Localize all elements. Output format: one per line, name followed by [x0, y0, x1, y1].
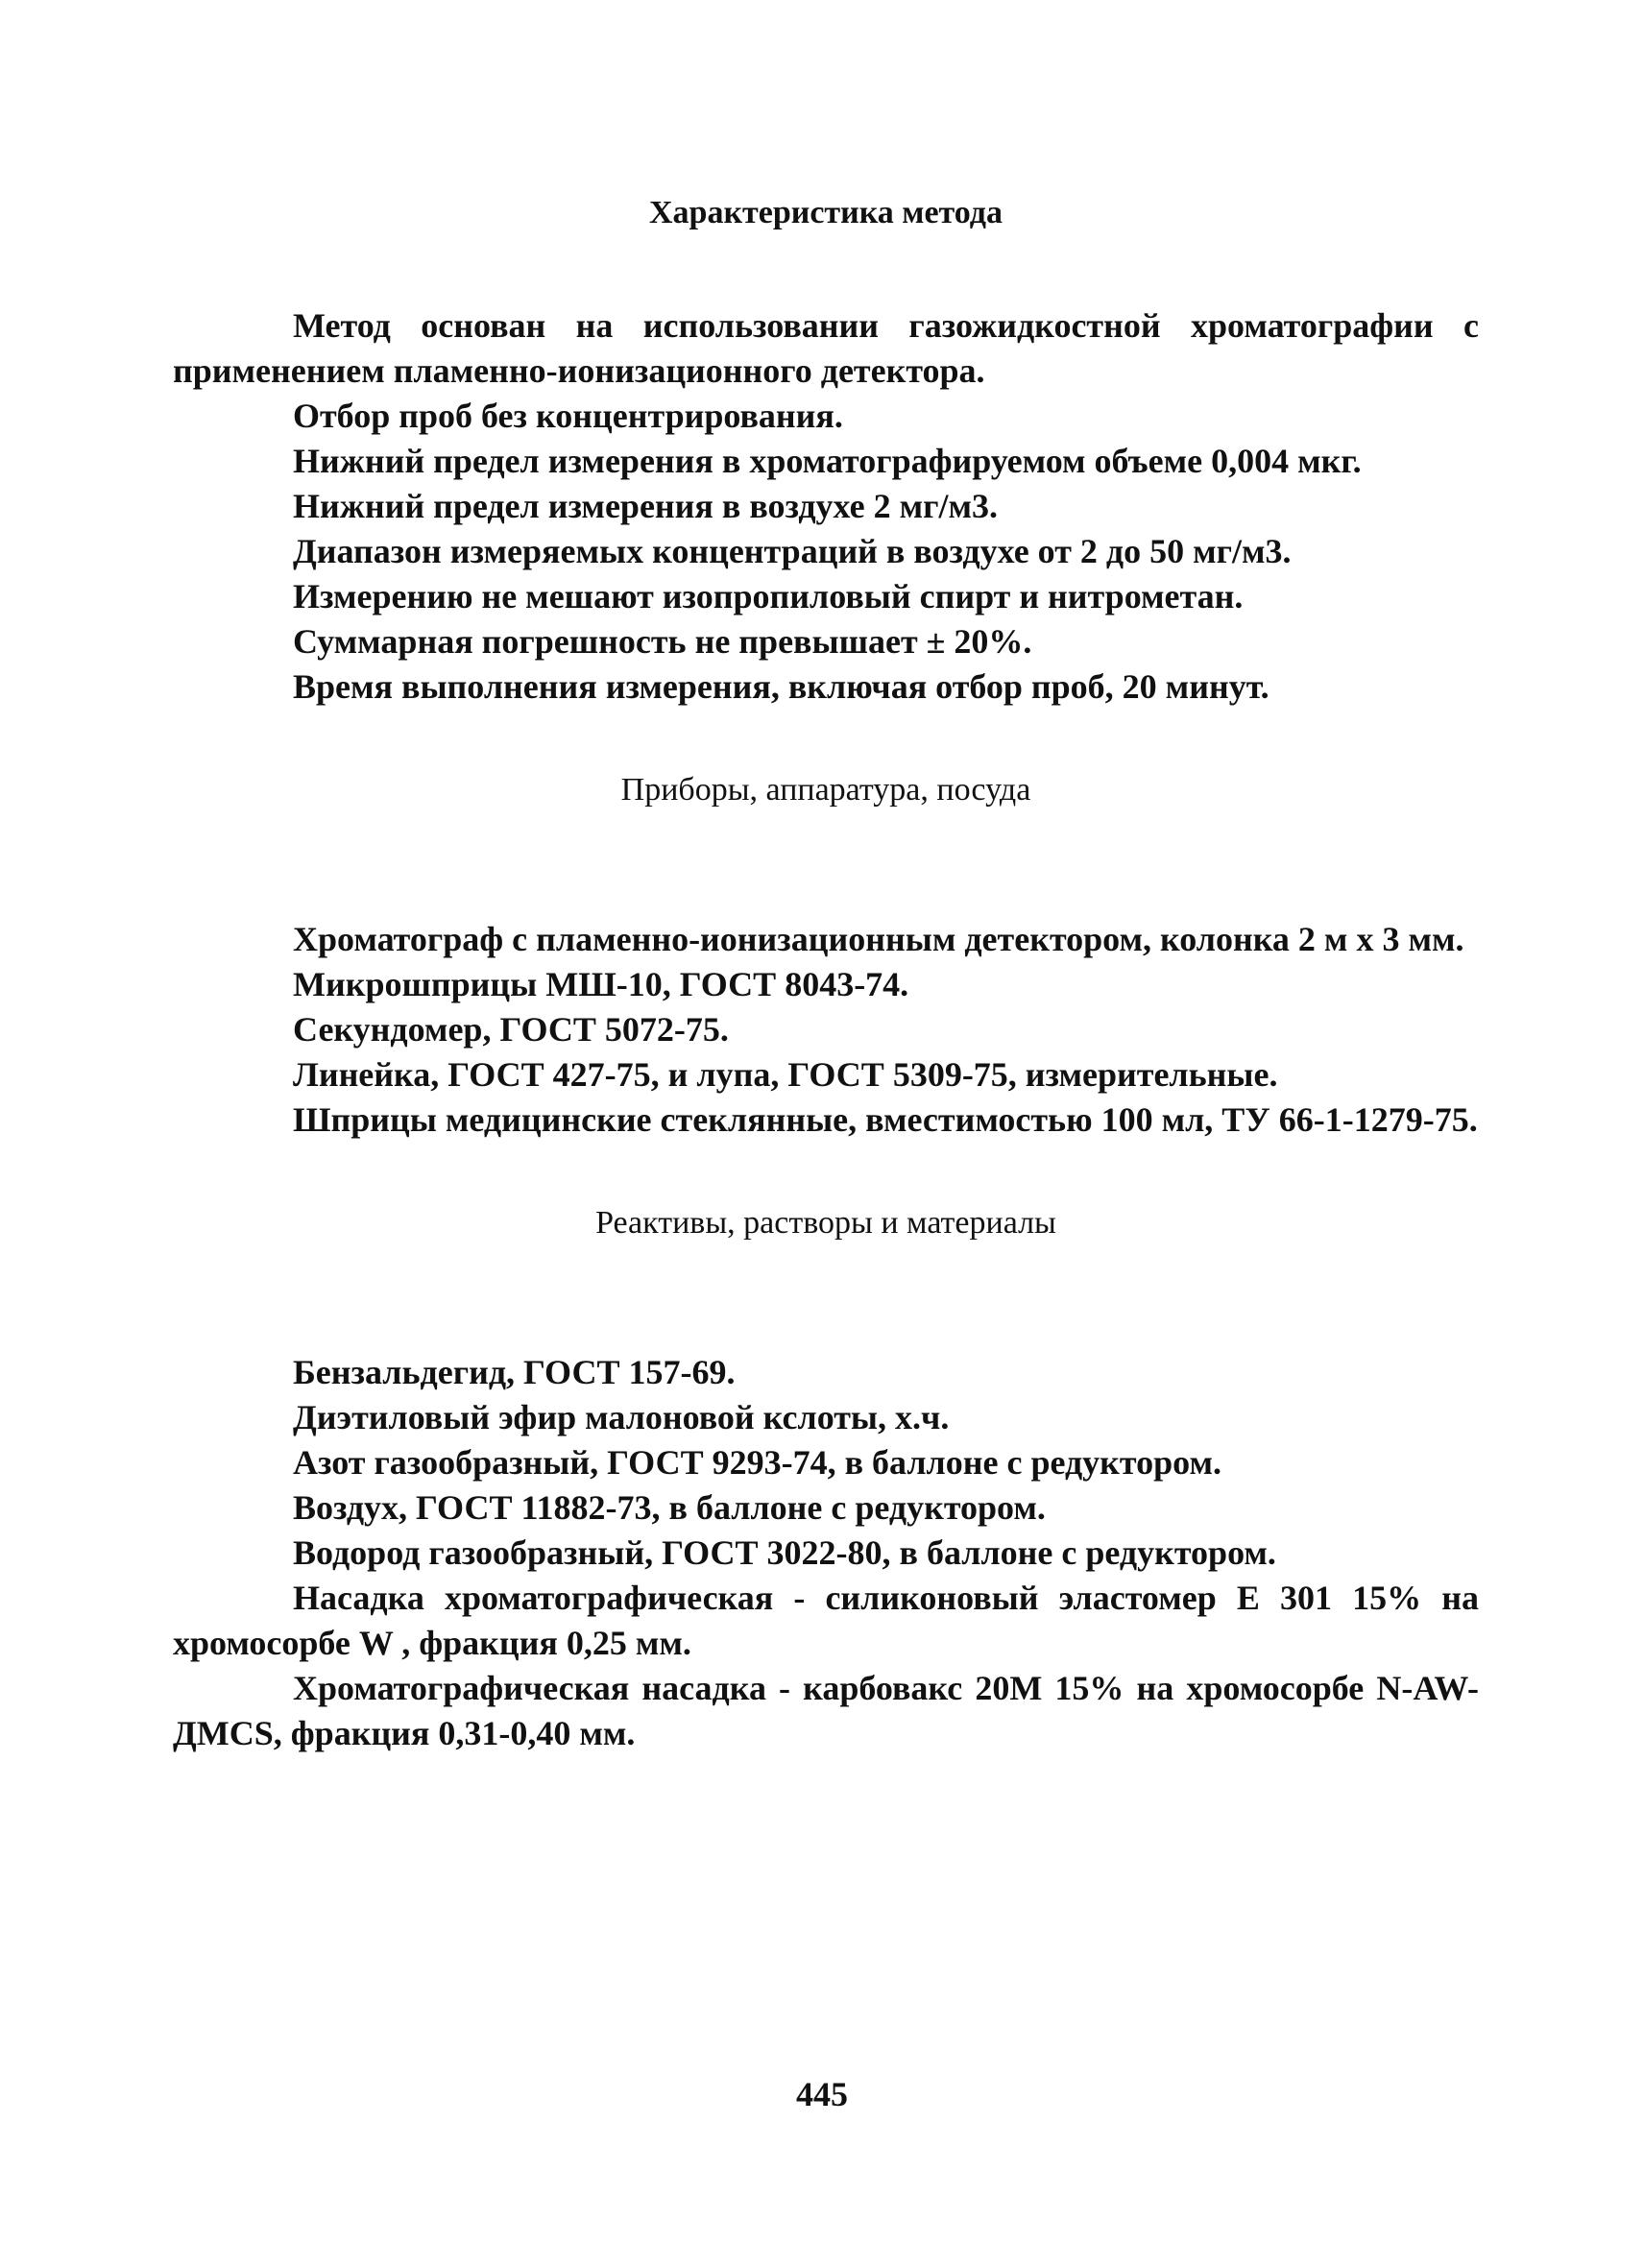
paragraph: Насадка хроматографическая - силиконовый эластомер Е 301 15% на хромосорбе W , фракция 0,25 мм.: [173, 1579, 1479, 1662]
paragraph: Воздух, ГОСТ 11882-73, в баллоне с редуктором.: [293, 1488, 1046, 1527]
document-page: [173, 192, 1479, 1756]
paragraph: Отбор проб без концентрирования.: [293, 397, 843, 435]
paragraph: Шприцы медицинские стеклянные, вместимостью 100 мл, ТУ 66-1-1279-75.: [293, 1100, 1478, 1139]
paragraph: Хроматограф с пламенно-ионизационным детектором, колонка 2 м х 3 мм.: [293, 920, 1464, 958]
paragraph: Метод основан на использовании газожидкостной хроматографии с применением пламенно-ионизационного детектора.: [173, 306, 1479, 390]
paragraph: Водород газообразный, ГОСТ 3022-80, в баллоне с редуктором.: [293, 1533, 1276, 1572]
section-title-instruments: Приборы, аппаратура, посуда: [620, 772, 1031, 808]
paragraph: Азот газообразный, ГОСТ 9293-74, в баллоне с редуктором.: [293, 1443, 1221, 1482]
paragraph: Время выполнения измерения, включая отбор проб, 20 минут.: [293, 667, 1269, 706]
section-title-reagents: Реактивы, растворы и материалы: [595, 1205, 1056, 1241]
paragraph: Линейка, ГОСТ 427-75, и лупа, ГОСТ 5309-75, измерительные.: [293, 1055, 1278, 1094]
paragraph: Суммарная погрешность не превышает ± 20%.: [293, 622, 1032, 661]
paragraph: Бензальдегид, ГОСТ 157-69.: [293, 1353, 736, 1391]
paragraph: Микрошприцы МШ-10, ГОСТ 8043-74.: [293, 965, 909, 1003]
paragraph: Диапазон измеряемых концентраций в воздухе от 2 до 50 мг/м3.: [293, 532, 1292, 570]
paragraph: Секундомер, ГОСТ 5072-75.: [293, 1010, 729, 1049]
paragraph: Хроматографическая насадка - карбовакс 20М 15% на хромосорбе N-AW-ДМCS, фракция 0,31-0,40 мм.: [173, 1669, 1479, 1752]
paragraph: Нижний предел измерения в хроматографируемом объеме 0,004 мкг.: [293, 442, 1362, 480]
page-number: 445: [796, 2075, 848, 2113]
paragraph: Измерению не мешают изопропиловый спирт и нитрометан.: [293, 577, 1244, 615]
paragraph: Диэтиловый эфир малоновой кслоты, х.ч.: [293, 1398, 950, 1436]
paragraph: Нижний предел измерения в воздухе 2 мг/м3.: [293, 487, 999, 525]
section-title-method-characteristics: Характеристика метода: [648, 195, 1003, 230]
